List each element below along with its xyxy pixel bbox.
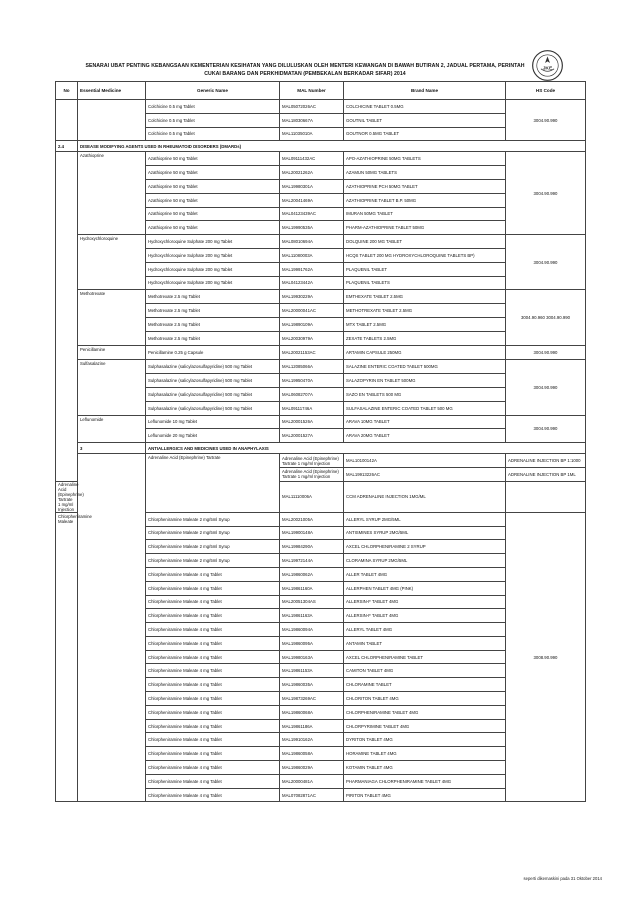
brand-cell: CAMITON TABLET 4MG bbox=[344, 664, 506, 678]
table-row bbox=[56, 345, 586, 360]
generic-cell: Leflunomide 10 mg Tablet bbox=[146, 415, 280, 429]
brand-cell: ANTAMIN TABLET bbox=[344, 636, 506, 650]
mal-cell: MAL20041469A bbox=[280, 193, 344, 207]
generic-cell: Colchicine 0.5 mg Tablet bbox=[146, 100, 280, 114]
hs-cell: 3004.90.990 bbox=[506, 415, 586, 443]
generic-cell: Sulphasalazine (salicylazosulfapyridine) 500 mg Tablet bbox=[146, 401, 280, 415]
col-header-brand: Brand Name bbox=[344, 82, 506, 100]
brand-cell: ALLERYL SYRUP 2MG/5ML bbox=[344, 512, 506, 526]
generic-cell: Azathioprine 50 mg Tablet bbox=[146, 166, 280, 180]
mal-cell: MAL04123442A bbox=[280, 276, 344, 290]
brand-cell: CHLORPHENIRAMINE TABLET 4MG bbox=[344, 705, 506, 719]
mal-cell: MAL19930229A bbox=[280, 290, 344, 304]
mal-cell: MAL20001527A bbox=[280, 429, 344, 443]
mal-cell: MAL19890109A bbox=[280, 317, 344, 331]
generic-cell: Chlorpheniramine Maleate 4 mg Tablet bbox=[146, 761, 280, 775]
essential-cell: Hydroxychloroquine bbox=[78, 235, 146, 290]
mal-cell: MAL19980301A bbox=[280, 179, 344, 193]
generic-cell: Chlorpheniramine Maleate 4 mg Tablet bbox=[146, 733, 280, 747]
mal-cell: MAL20001526A bbox=[280, 415, 344, 429]
generic-cell: Chlorpheniramine Maleate 4 mg Tablet bbox=[146, 774, 280, 788]
mal-cell: MAL19861186A bbox=[280, 719, 344, 733]
mal-cell: MAL06082707A bbox=[280, 387, 344, 401]
brand-cell: AXCEL CHLORPHENIRAMINE 2 SYRUP bbox=[344, 540, 506, 554]
generic-cell: Colchicine 0.5 mg Tablet bbox=[146, 127, 280, 141]
generic-cell: Adrenaline Acid (Epinephrine) Tartrate 1 mg/ml Injection bbox=[56, 481, 78, 512]
page-footer: seperti dikemaskini pada 31 Oktober 2014 bbox=[523, 876, 602, 881]
brand-cell: SALAZOPYRIN EN TABLET 500MG bbox=[344, 374, 506, 388]
hs-cell: 3004.90.990 bbox=[506, 235, 586, 290]
table-row bbox=[56, 235, 586, 249]
essential-cell: Methotrexate bbox=[78, 290, 146, 345]
essential-cell: Sulfasalazine bbox=[78, 360, 146, 415]
mal-cell: MAL20000041AC bbox=[280, 304, 344, 318]
brand-cell: APO-AZATHIOPRINE 50MG TABLETS bbox=[344, 152, 506, 166]
generic-cell: Chlorpheniramine Maleate 2 mg/5ml Syrup bbox=[146, 512, 280, 526]
generic-cell: Azathioprine 50 mg Tablet bbox=[146, 179, 280, 193]
brand-cell: PHARM-AZATHIOPRINE TABLET 50MG bbox=[344, 221, 506, 235]
generic-cell: Chlorpheniramine Maleate 4 mg Tablet bbox=[146, 678, 280, 692]
brand-cell: AZAMUN 50MG TABLETS bbox=[344, 166, 506, 180]
brand-cell: ALLER TABLET 4MG bbox=[344, 567, 506, 581]
brand-cell: METHOTREXATE TABLET 2.5MG bbox=[344, 304, 506, 318]
brand-cell: ARAVA 10MG TABLET bbox=[344, 415, 506, 429]
brand-cell: HORAMINE TABLET 4MG bbox=[344, 747, 506, 761]
mal-cell: MAL19910162A bbox=[280, 733, 344, 747]
generic-cell: Chlorpheniramine Maleate 4 mg Tablet bbox=[146, 595, 280, 609]
mal-cell: MAL11110006A bbox=[280, 481, 344, 512]
generic-cell: Methotrexate 2.5 mg Tablet bbox=[146, 304, 280, 318]
brand-cell: ARTAMIN CAPSULE 250MG bbox=[344, 345, 506, 360]
mal-cell: MAL10100142A bbox=[344, 454, 506, 468]
generic-cell: Chlorpheniramine Maleate 4 mg Tablet bbox=[146, 650, 280, 664]
brand-cell: ADRENALINE INJECTION BP 1ML bbox=[506, 467, 586, 481]
generic-cell: Hydroxychloroquine Sulphate 200 mg Tablet bbox=[146, 276, 280, 290]
brand-cell: CCM ADRENALINE INJECTION 1MG/ML bbox=[344, 481, 506, 512]
brand-cell: SAZO EN TABLETS 500 MG bbox=[344, 387, 506, 401]
no-cell bbox=[56, 152, 78, 481]
brand-cell: CHLORPYRIMINE TABLET 4MG bbox=[344, 719, 506, 733]
generic-cell: Penicillamine 0.25 g Capsule bbox=[146, 345, 280, 360]
brand-cell: ZEXATE TABLETS 2.5MG bbox=[344, 331, 506, 345]
generic-cell: Azathioprine 50 mg Tablet bbox=[146, 221, 280, 235]
generic-cell: Adrenaline Acid (Epinephrine) Tartrate 1 mg/ml Injection bbox=[280, 467, 344, 481]
essential-cell: Penicillamine bbox=[78, 345, 146, 360]
brand-cell: ALLERSIN-F TABLET 4MG bbox=[344, 595, 506, 609]
table-row bbox=[56, 454, 586, 468]
generic-cell: Chlorpheniramine Maleate 4 mg Tablet bbox=[146, 705, 280, 719]
table-row bbox=[56, 290, 586, 304]
brand-cell: PIRITON TABLET 4MG bbox=[344, 788, 506, 802]
brand-cell: AZATHIOPRINE PCH 50MG TABLET bbox=[344, 179, 506, 193]
brand-cell: MTX TABLET 2.5MG bbox=[344, 317, 506, 331]
brand-cell: SALAZINE ENTERIC COATED TABLET 500MG bbox=[344, 360, 506, 374]
generic-cell: Chlorpheniramine Maleate 4 mg Tablet bbox=[146, 636, 280, 650]
brand-cell: ALLERPHEN TABLET 4MG (PINK) bbox=[344, 581, 506, 595]
mal-cell: MAL09111746A bbox=[280, 401, 344, 415]
brand-cell: SULFASALAZINE ENTERIC COATED TABLET 500 MG bbox=[344, 401, 506, 415]
table-row bbox=[56, 415, 586, 429]
table-row bbox=[56, 360, 586, 374]
no-cell bbox=[78, 454, 146, 802]
mal-cell: MAL19972144A bbox=[280, 554, 344, 568]
mal-cell: MAL19861153A bbox=[280, 664, 344, 678]
mal-cell: MAL19860029A bbox=[280, 761, 344, 775]
generic-cell: Sulphasalazine (salicylazosulfapyridine) 500 mg Tablet bbox=[146, 387, 280, 401]
brand-cell: GOUTNOR 0.5MG TABLET bbox=[344, 127, 506, 141]
mal-cell: MAL19860095A bbox=[280, 636, 344, 650]
brand-cell: ALLERSIN-F TABLET 4MG bbox=[344, 609, 506, 623]
mal-cell: MAL20051304AS bbox=[280, 595, 344, 609]
mal-cell: MAL19861163A bbox=[280, 609, 344, 623]
brand-cell: CHLORAMINE TABLET bbox=[344, 678, 506, 692]
section-title: DISEASE MODIFYING AGENTS USED IN RHEUMATOID DISORDERS (DMARDs) bbox=[78, 141, 586, 152]
mal-cell: MAL19950470A bbox=[280, 374, 344, 388]
mal-cell: MAL11035010A bbox=[280, 127, 344, 141]
generic-cell: Leflunomide 20 mg Tablet bbox=[146, 429, 280, 443]
generic-cell: Chlorpheniramine Maleate 4 mg Tablet bbox=[146, 788, 280, 802]
generic-cell: Chlorpheniramine Maleate 4 mg Tablet bbox=[146, 719, 280, 733]
mal-cell: MAL11080003A bbox=[280, 248, 344, 262]
col-header-essential: Essential Medicine bbox=[78, 82, 146, 100]
essential-cell: Chlorpheniramine Maleate bbox=[56, 512, 78, 802]
generic-cell: Chlorpheniramine Maleate 4 mg Tablet bbox=[146, 567, 280, 581]
col-header-hs: HS Code bbox=[506, 82, 586, 100]
brand-cell: IMURAN 50MG TABLET bbox=[344, 207, 506, 221]
medicine-table bbox=[55, 81, 586, 802]
brand-cell: EMTHEXATE TABLET 2.5MG bbox=[344, 290, 506, 304]
generic-cell: Methotrexate 2.5 mg Tablet bbox=[146, 290, 280, 304]
mal-cell: MAL20030979A bbox=[280, 331, 344, 345]
brand-cell: AXCEL CHLORPHENIRAMINE TABLET bbox=[344, 650, 506, 664]
essential-cell bbox=[78, 100, 146, 141]
document-title bbox=[70, 62, 540, 78]
generic-cell: Azathioprine 50 mg Tablet bbox=[146, 207, 280, 221]
brand-cell: ADRENALINE INJECTION BP 1:1000 bbox=[506, 454, 586, 468]
brand-cell: ANTISMINES SYRUP 2MG/5ML bbox=[344, 526, 506, 540]
hs-cell: 3004.90.990 bbox=[506, 100, 586, 141]
brand-cell: ALLERYL TABLET 4MG bbox=[344, 623, 506, 637]
table-row bbox=[56, 100, 586, 114]
mal-cell: MAL19873269AC bbox=[280, 692, 344, 706]
mal-cell: MAL19860035A bbox=[280, 678, 344, 692]
brand-cell: DYRITON TABLET 4MG bbox=[344, 733, 506, 747]
essential-cell: Azathioprine bbox=[78, 152, 146, 235]
section-title: ANTIALLERGICS AND MEDICINES USED IN ANAPHYLAXIS bbox=[146, 443, 586, 454]
mal-cell: MAL04123439AC bbox=[280, 207, 344, 221]
mal-cell: MAL20021005A bbox=[280, 512, 344, 526]
mal-cell: MAL07082871AC bbox=[280, 788, 344, 802]
generic-cell: Chlorpheniramine Maleate 2 mg/5ml Syrup bbox=[146, 554, 280, 568]
generic-cell: Azathioprine 50 mg Tablet bbox=[146, 193, 280, 207]
mal-cell: MAL08010694A bbox=[280, 235, 344, 249]
essential-cell: Leflunomide bbox=[78, 415, 146, 443]
hs-cell: 3008.90.990 bbox=[506, 512, 586, 802]
section-number: 3 bbox=[78, 443, 146, 454]
essential-cell: Adrenaline Acid (Epinephrine) Tartrate bbox=[146, 454, 280, 513]
generic-cell: Chlorpheniramine Maleate 4 mg Tablet bbox=[146, 664, 280, 678]
mal-cell: MAL20000481A bbox=[280, 774, 344, 788]
mal-cell: MAL19860062A bbox=[280, 567, 344, 581]
agency-seal-icon bbox=[531, 49, 564, 82]
brand-cell: CHLORITON TABLET 4MG bbox=[344, 692, 506, 706]
mal-cell: MAL20021153AC bbox=[280, 345, 344, 360]
mal-cell: MAL19990535A bbox=[280, 221, 344, 235]
mal-cell: MAL19860058A bbox=[280, 747, 344, 761]
hs-cell: 3004.90.990 bbox=[506, 152, 586, 235]
mal-cell: MAL19861160A bbox=[280, 581, 344, 595]
section-number: 2.4 bbox=[56, 141, 78, 152]
mal-cell: MAL05072026AC bbox=[280, 100, 344, 114]
generic-cell: Adrenaline Acid (Epinephrine) Tartrate 1 mg/ml Injection bbox=[280, 454, 344, 468]
brand-cell: PHARMANIAGA CHLORPHENIRAMINE TABLET 4MG bbox=[344, 774, 506, 788]
brand-cell: PLAQUENIL TABLET bbox=[344, 262, 506, 276]
brand-cell: DOLQUINE 200 MG TABLET bbox=[344, 235, 506, 249]
mal-cell: MAL19991762A bbox=[280, 262, 344, 276]
generic-cell: Sulphasalazine (salicylazosulfapyridine) 500 mg Tablet bbox=[146, 360, 280, 374]
brand-cell: CLORAMINA SYRUP 2MG/5ML bbox=[344, 554, 506, 568]
col-header-no: No bbox=[56, 82, 78, 100]
hs-cell: 3004.90.960 3004.90.990 bbox=[506, 290, 586, 345]
brand-cell: KOTAMIN TABLET 4MG bbox=[344, 761, 506, 775]
generic-cell: Methotrexate 2.5 mg Tablet bbox=[146, 331, 280, 345]
section-row bbox=[56, 141, 586, 152]
generic-cell: Chlorpheniramine Maleate 4 mg Tablet bbox=[146, 747, 280, 761]
generic-cell: Chlorpheniramine Maleate 4 mg Tablet bbox=[146, 692, 280, 706]
mal-cell: MAL20021262A bbox=[280, 166, 344, 180]
brand-cell: ARAVA 20MG TABLET bbox=[344, 429, 506, 443]
seal-text: JKE bbox=[542, 66, 553, 72]
hs-cell: 3004.90.990 bbox=[506, 360, 586, 415]
brand-cell: GOUTNIL TABLET bbox=[344, 113, 506, 127]
col-header-mal: MAL Number bbox=[280, 82, 344, 100]
col-header-generic: Generic Name bbox=[146, 82, 280, 100]
generic-cell: Colchicine 0.5 mg Tablet bbox=[146, 113, 280, 127]
mal-cell: MAL18030667A bbox=[280, 113, 344, 127]
brand-cell: AZATHIOPRINE TABLET B.P. 50MG bbox=[344, 193, 506, 207]
title-line-2: CUKAI BARANG DAN PERKHIDMATAN (PEMBEKALAN BERKADAR SIFAR) 2014 bbox=[204, 71, 406, 77]
brand-cell: HCQS TABLET 200 MG HYDROXYCHLOROQUINE TABLETS BP) bbox=[344, 248, 506, 262]
mal-cell: MAL19984290A bbox=[280, 540, 344, 554]
generic-cell: Chlorpheniramine Maleate 4 mg Tablet bbox=[146, 581, 280, 595]
mal-cell: MAL19900148A bbox=[280, 526, 344, 540]
section-row bbox=[56, 443, 586, 454]
generic-cell: Hydroxychloroquine Sulphate 200 mg Tablet bbox=[146, 235, 280, 249]
generic-cell: Hydroxychloroquine Sulphate 200 mg Tablet bbox=[146, 262, 280, 276]
generic-cell: Sulphasalazine (salicylazosulfapyridine) 500 mg Tablet bbox=[146, 374, 280, 388]
mal-cell: MAL19860094A bbox=[280, 623, 344, 637]
generic-cell: Chlorpheniramine Maleate 2 mg/5ml Syrup bbox=[146, 526, 280, 540]
title-line-1: SENARAI UBAT PENTING KEBANGSAAN KEMENTERIAN KESIHATAN YANG DILULUSKAN OLEH MENTERI KEWANGAN DI BAWAH BUTIRAN 2, JADUAL PERTAMA, PERINTAH bbox=[85, 63, 525, 69]
generic-cell: Hydroxychloroquine Sulphate 200 mg Tablet bbox=[146, 248, 280, 262]
header-row bbox=[56, 82, 586, 100]
generic-cell: Azathioprine 50 mg Tablet bbox=[146, 152, 280, 166]
table-row bbox=[56, 152, 586, 166]
mal-cell: MAL09111432AC bbox=[280, 152, 344, 166]
mal-cell: MAL19913226AC bbox=[344, 467, 506, 481]
mal-cell: MAL12085066A bbox=[280, 360, 344, 374]
no-cell bbox=[56, 100, 78, 141]
brand-cell: PLAQUENIL TABLETS bbox=[344, 276, 506, 290]
hs-cell: 3004.90.990 bbox=[506, 345, 586, 360]
generic-cell: Chlorpheniramine Maleate 4 mg Tablet bbox=[146, 609, 280, 623]
mal-cell: MAL19860068A bbox=[280, 705, 344, 719]
generic-cell: Chlorpheniramine Maleate 2 mg/5ml Syrup bbox=[146, 540, 280, 554]
mal-cell: MAL19980163A bbox=[280, 650, 344, 664]
brand-cell: COLCHICINE TABLET 0.5MG bbox=[344, 100, 506, 114]
generic-cell: Methotrexate 2.5 mg Tablet bbox=[146, 317, 280, 331]
generic-cell: Chlorpheniramine Maleate 4 mg Tablet bbox=[146, 623, 280, 637]
